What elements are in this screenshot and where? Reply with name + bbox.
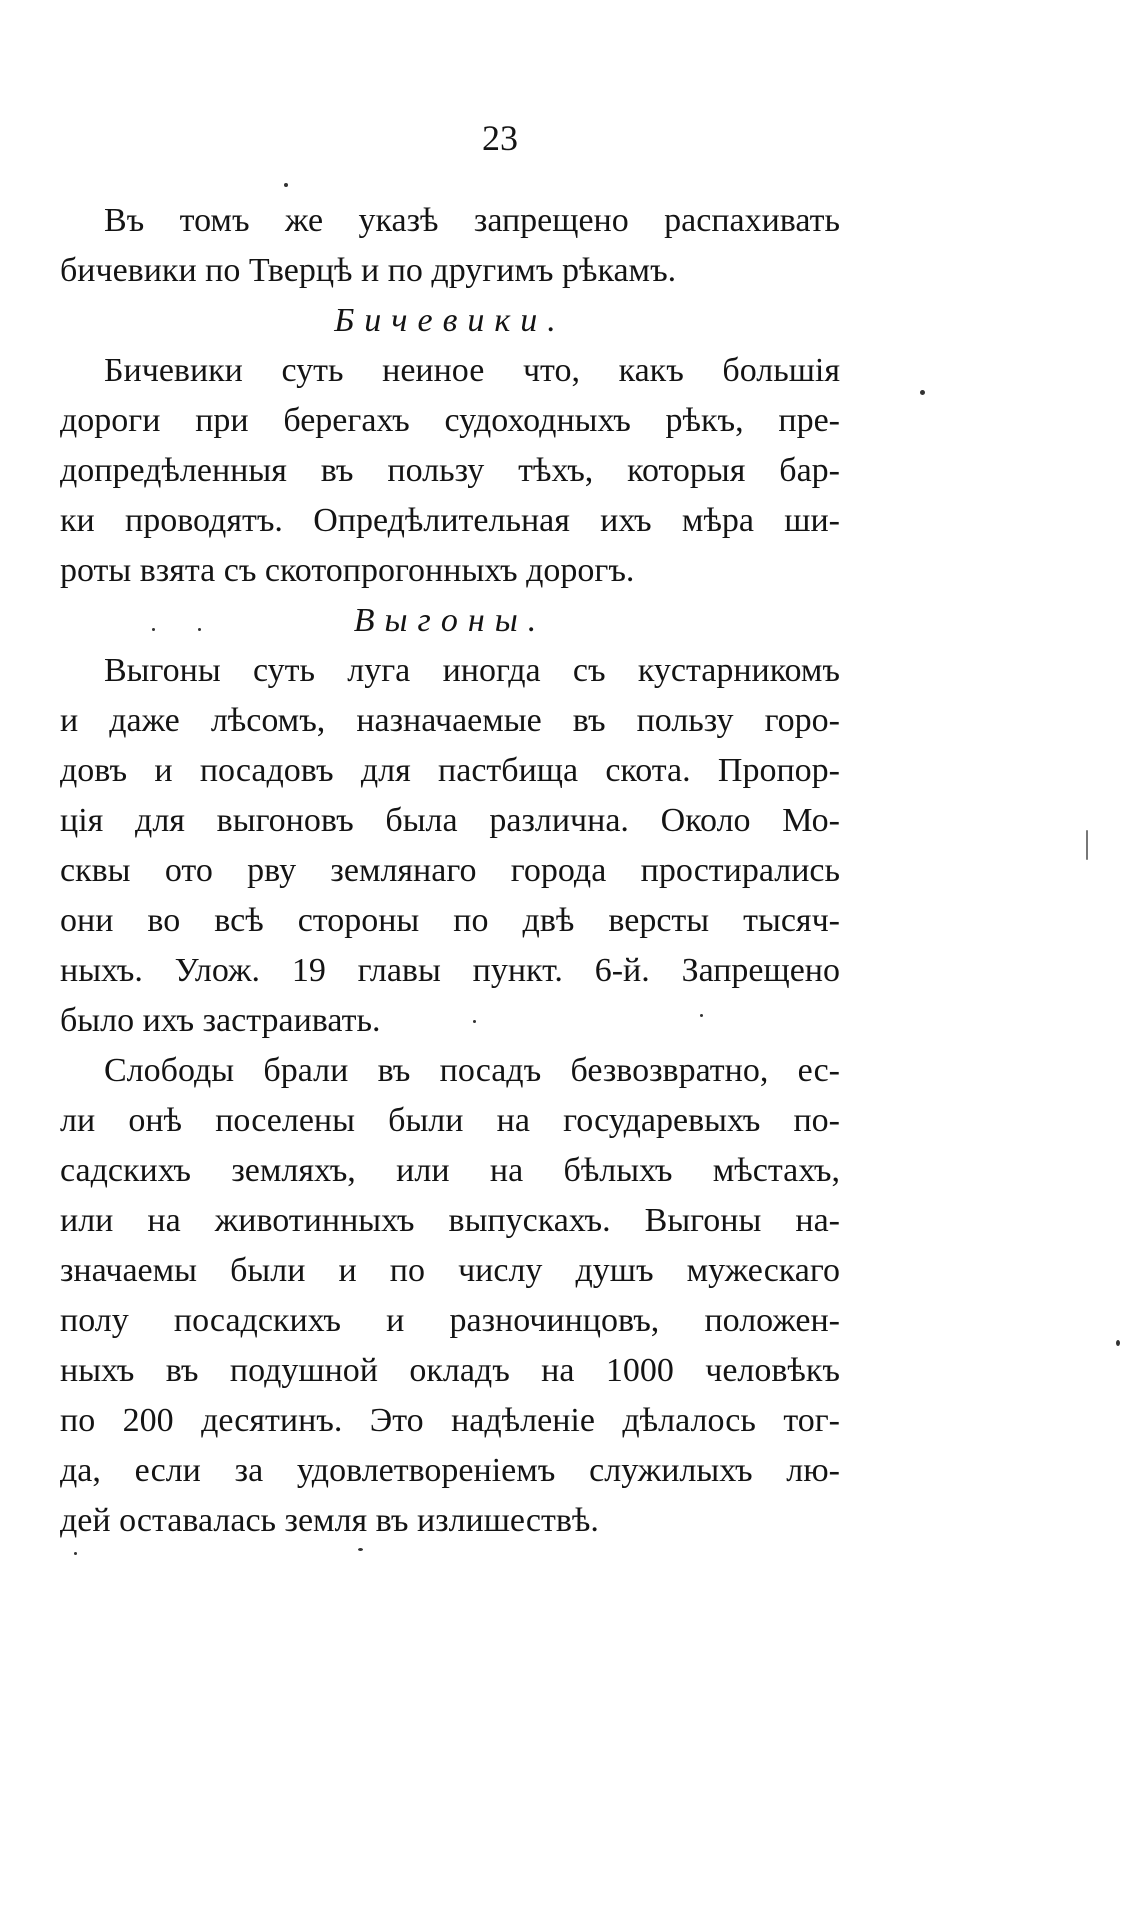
text-line: сквы ото рву землянаго города простирались: [60, 852, 840, 889]
scan-speck: [284, 183, 288, 187]
scan-speck: [152, 628, 155, 631]
text-line: Слободы брали въ посадъ безвозвратно, ес-: [104, 1052, 840, 1089]
text-line: ныхъ въ подушной окладъ на 1000 человѣкъ: [60, 1352, 840, 1389]
text-line: дей оставалась земля въ излишествѣ.: [60, 1502, 599, 1539]
text-line: садскихъ земляхъ, или на бѣлыхъ мѣстахъ,: [60, 1152, 840, 1189]
text-line: Въ томъ же указѣ запрещено распахивать: [104, 202, 840, 239]
text-line: ли онѣ поселены были на государевыхъ по-: [60, 1102, 840, 1139]
scan-speck: [920, 390, 925, 395]
text-line: было ихъ застраивать.: [60, 1002, 381, 1039]
text-line: довъ и посадовъ для пастбища скота. Пропор-: [60, 752, 840, 789]
text-line: или на животинныхъ выпускахъ. Выгоны на-: [60, 1202, 840, 1239]
text-line: по 200 десятинъ. Это надѣленіе дѣлалось тог-: [60, 1402, 840, 1439]
scan-speck: [1116, 1340, 1120, 1346]
scan-speck: [74, 1552, 77, 1555]
scan-speck: [700, 1014, 703, 1017]
scan-speck: [358, 1548, 363, 1551]
page-number: 23: [482, 118, 518, 158]
scan-speck: [473, 1020, 476, 1023]
text-line: дороги при берегахъ судоходныхъ рѣкъ, пре-: [60, 402, 840, 439]
text-line: да, если за удовлетвореніемъ служилыхъ лю-: [60, 1452, 840, 1489]
text-line: они во всѣ стороны по двѣ версты тысяч-: [60, 902, 840, 939]
text-line: допредѣленныя въ пользу тѣхъ, которыя бар-: [60, 452, 840, 489]
text-line: бичевики по Тверцѣ и по другимъ рѣкамъ.: [60, 252, 677, 289]
section-heading-vygony: Выгоны.: [353, 602, 547, 639]
page-body-text: [60, 196, 840, 1546]
scan-speck: [198, 628, 201, 631]
text-line: ныхъ. Улож. 19 главы пункт. 6-й. Запрещено: [60, 952, 840, 989]
text-line: значаемы были и по числу душъ мужескаго: [60, 1252, 840, 1289]
text-line: Бичевики суть неиное что, какъ большія: [104, 352, 840, 389]
text-line: Выгоны суть луга иногда съ кустарникомъ: [104, 652, 840, 689]
text-line: и даже лѣсомъ, назначаемые въ пользу горо-: [60, 702, 840, 739]
text-line: роты взята съ скотопрогонныхъ дорогъ.: [60, 552, 635, 589]
text-line: ки проводятъ. Опредѣлительная ихъ мѣра ши-: [60, 502, 840, 539]
text-line: ція для выгоновъ была различна. Около Мо-: [60, 802, 840, 839]
section-heading-bichevniki: Бичевики.: [334, 302, 566, 339]
text-line: полу посадскихъ и разночинцовъ, положен-: [60, 1302, 840, 1339]
scan-speck: [1086, 830, 1088, 860]
